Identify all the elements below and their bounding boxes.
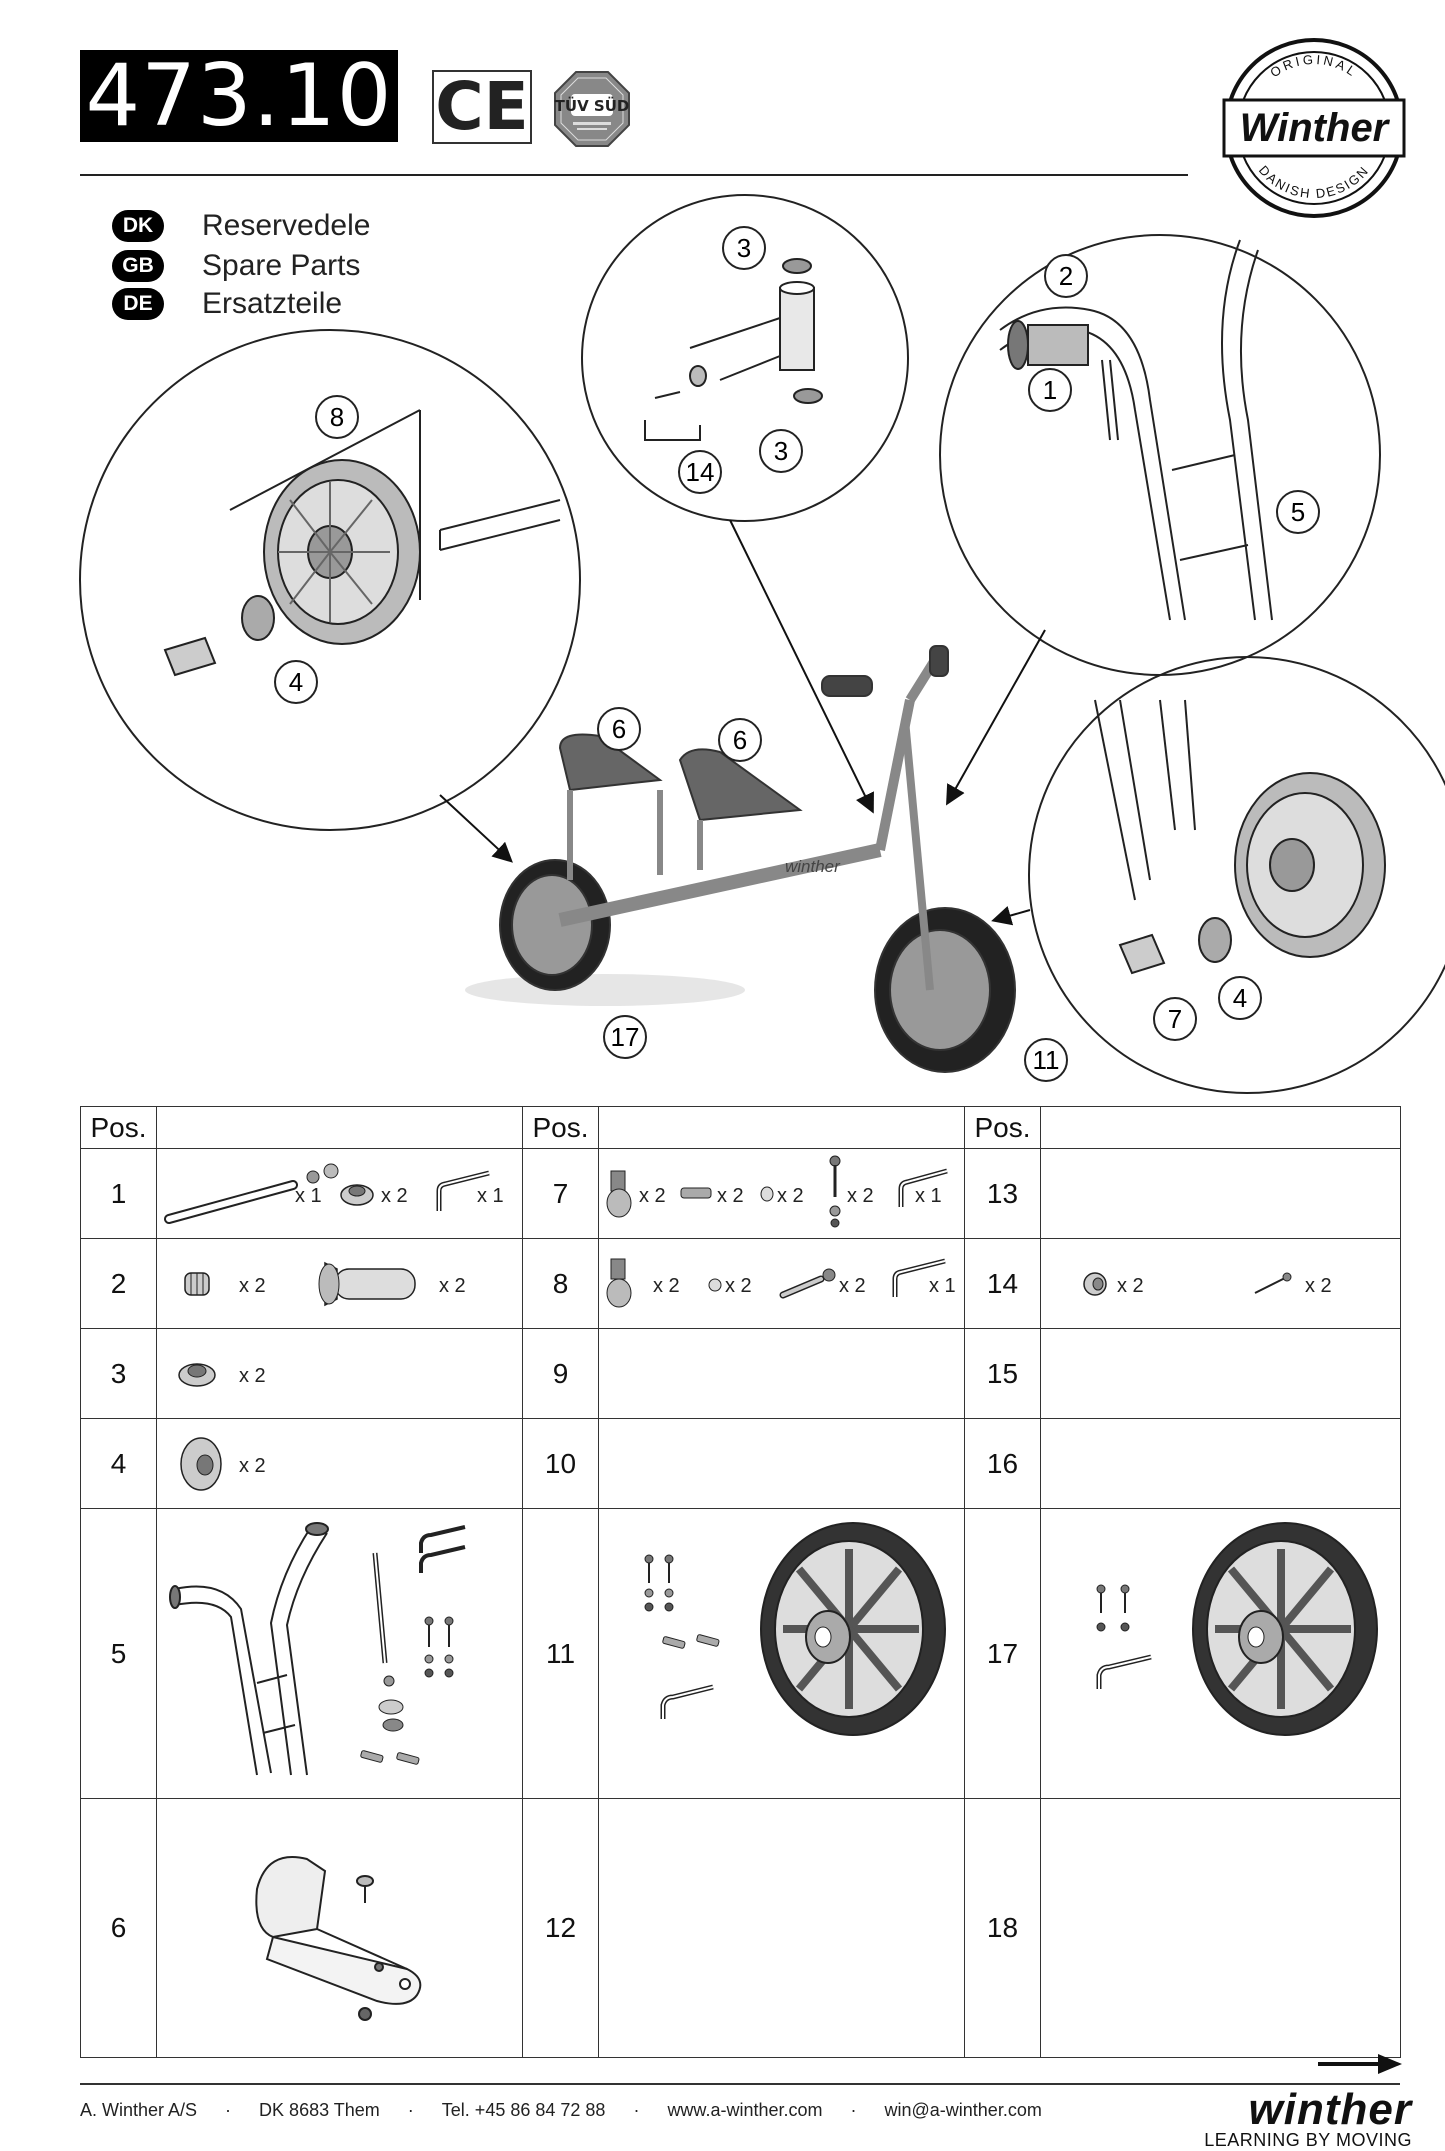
callout-number: 4 (288, 667, 304, 697)
pos-number: 9 (523, 1329, 599, 1419)
washer-part-image (759, 1185, 775, 1203)
part-cell (599, 1239, 964, 1328)
part-cell (1041, 1329, 1400, 1418)
language-label: Reservedele (202, 209, 371, 242)
phone: Tel. +45 86 84 72 88 (441, 2100, 606, 2120)
part-cell (1041, 1799, 1400, 2057)
brand-tagline: LEARNING BY MOVING (1204, 2130, 1412, 2150)
front-wheel-kit-part-image (623, 1519, 953, 1789)
spring-pin-part-image (679, 1185, 715, 1201)
logo-brand-text: Winther (1239, 106, 1389, 150)
callout-number: 14 (685, 457, 715, 487)
language-label: Spare Parts (202, 249, 361, 282)
callout-number: 6 (611, 714, 627, 744)
part-cell (1041, 1149, 1400, 1238)
detail-circle-handlebar (940, 235, 1380, 675)
callout-number: 4 (1232, 983, 1248, 1013)
language-label: Ersatzteile (202, 287, 343, 320)
spare-parts-table (80, 1106, 1401, 2058)
separator: · (850, 2100, 857, 2120)
callout-number: 7 (1167, 1004, 1183, 1034)
pos-number: 18 (965, 1799, 1041, 2058)
quantity-label: x 2 (1305, 1275, 1332, 1297)
callout-number: 1 (1042, 375, 1058, 405)
quantity-label: x 2 (239, 1455, 266, 1477)
quantity-label: x 2 (717, 1185, 744, 1207)
callout-number: 3 (773, 436, 789, 466)
part-cell (157, 1239, 522, 1328)
quantity-label: x 2 (725, 1275, 752, 1297)
footer-brand (1172, 2085, 1412, 2151)
separator: · (407, 2100, 414, 2120)
pos-number: 11 (523, 1509, 599, 1799)
next-page-arrow-icon (1318, 2052, 1402, 2076)
quantity-label: x 2 (639, 1185, 666, 1207)
quantity-label: x 2 (653, 1275, 680, 1297)
pos-number: 6 (81, 1799, 157, 2058)
quantity-label: x 2 (439, 1275, 466, 1297)
pos-number: 12 (523, 1799, 599, 2058)
part-cell (157, 1509, 522, 1798)
callout-number: 8 (329, 402, 345, 432)
table-row (81, 1239, 1401, 1329)
tuv-certification-badge (553, 70, 631, 148)
website: www.a-winther.com (667, 2100, 823, 2120)
part-cell (599, 1329, 964, 1418)
part-cell (1041, 1509, 1400, 1798)
part-cell (599, 1799, 964, 2057)
fork-end-part-image (603, 1255, 635, 1311)
axle-bolt-part-image (777, 1263, 839, 1303)
handle-grip-part-image (311, 1255, 421, 1311)
company-name: A. Winther A/S (80, 2100, 198, 2120)
part-cell (1041, 1239, 1400, 1328)
ce-mark: CE (432, 70, 532, 144)
logo-top-text: ORIGINAL (1267, 51, 1361, 81)
front-wheel-detail (1095, 700, 1385, 973)
part-cell (157, 1329, 522, 1418)
pin-part-image (1251, 1269, 1295, 1299)
part-cell (157, 1799, 522, 2057)
quantity-label: x 2 (239, 1275, 266, 1297)
table-row (81, 1799, 1401, 2058)
bike-illustration (465, 646, 1015, 1072)
model-number: 473.10 (80, 50, 398, 142)
table-row (81, 1509, 1401, 1799)
part-cell (599, 1419, 964, 1508)
table-row (81, 1329, 1401, 1419)
quantity-label: x 1 (477, 1185, 504, 1207)
pos-number: 15 (965, 1329, 1041, 1419)
callout-number: 5 (1290, 497, 1306, 527)
quantity-label: x 1 (295, 1185, 322, 1207)
email: win@a-winther.com (884, 2100, 1042, 2120)
bolt-part-image (825, 1155, 845, 1231)
seat-post-detail (645, 259, 822, 440)
pos-header: Pos. (965, 1107, 1041, 1149)
pos-number: 14 (965, 1239, 1041, 1329)
quantity-label: x 2 (839, 1275, 866, 1297)
washer-part-image (707, 1277, 723, 1293)
pos-header: Pos. (523, 1107, 599, 1149)
part-cell (157, 1419, 522, 1508)
logo-bottom-text: DANISH DESIGN (1255, 162, 1373, 202)
table-row (81, 1149, 1401, 1239)
language-code: GB (112, 250, 164, 282)
pos-number: 5 (81, 1509, 157, 1799)
part-cell (599, 1509, 964, 1798)
callout-number: 11 (1032, 1045, 1060, 1075)
pos-number: 3 (81, 1329, 157, 1419)
bearing-part-image (339, 1179, 379, 1209)
footer-contact (80, 2100, 1042, 2121)
pos-header: Pos. (81, 1107, 157, 1149)
address: DK 8683 Them (259, 2100, 380, 2120)
handle-plug-part-image (181, 1267, 215, 1301)
quantity-label: x 1 (929, 1275, 956, 1297)
bike-brand-text: winther (785, 857, 840, 876)
pos-number: 10 (523, 1419, 599, 1509)
pos-number: 2 (81, 1239, 157, 1329)
quantity-label: x 2 (381, 1185, 408, 1207)
header-divider (80, 174, 1188, 176)
part-cell (157, 1149, 522, 1238)
language-code: DE (112, 288, 164, 320)
callout-number: 3 (736, 233, 752, 263)
bearing-part-image (177, 1357, 221, 1391)
pos-number: 17 (965, 1509, 1041, 1799)
callout-number: 6 (732, 725, 748, 755)
cap-part-image (1081, 1269, 1111, 1299)
handlebar-frame-part-image (161, 1513, 521, 1793)
pos-number: 16 (965, 1419, 1041, 1509)
hub-cap-part-image (177, 1435, 225, 1493)
pos-number: 8 (523, 1239, 599, 1329)
quantity-label: x 2 (239, 1365, 266, 1387)
callout-number: 17 (610, 1022, 640, 1052)
quantity-label: x 2 (847, 1185, 874, 1207)
pos-number: 7 (523, 1149, 599, 1239)
quantity-label: x 2 (777, 1185, 804, 1207)
seat-part-image (247, 1819, 447, 2029)
language-code: DK (112, 210, 164, 242)
rear-wheel-kit-part-image (1081, 1519, 1391, 1789)
separator: · (633, 2100, 640, 2120)
pos-number: 13 (965, 1149, 1041, 1239)
table-row (81, 1419, 1401, 1509)
brand-name: winther (1248, 2085, 1412, 2134)
separator: · (225, 2100, 232, 2120)
part-cell (1041, 1419, 1400, 1508)
quantity-label: x 1 (915, 1185, 942, 1207)
callout-number: 2 (1058, 261, 1074, 291)
rear-wheel-detail (165, 410, 560, 675)
handlebar-detail (1000, 240, 1272, 620)
part-cell (599, 1149, 964, 1238)
quantity-label: x 2 (1117, 1275, 1144, 1297)
pos-number: 4 (81, 1419, 157, 1509)
footer-divider (80, 2083, 1400, 2085)
table-header-row (81, 1107, 1401, 1149)
tuv-text: TÜV SÜD (554, 97, 630, 115)
fork-end-part-image (603, 1167, 635, 1219)
pos-number: 1 (81, 1149, 157, 1239)
exploded-view-illustration (0, 180, 1445, 1100)
